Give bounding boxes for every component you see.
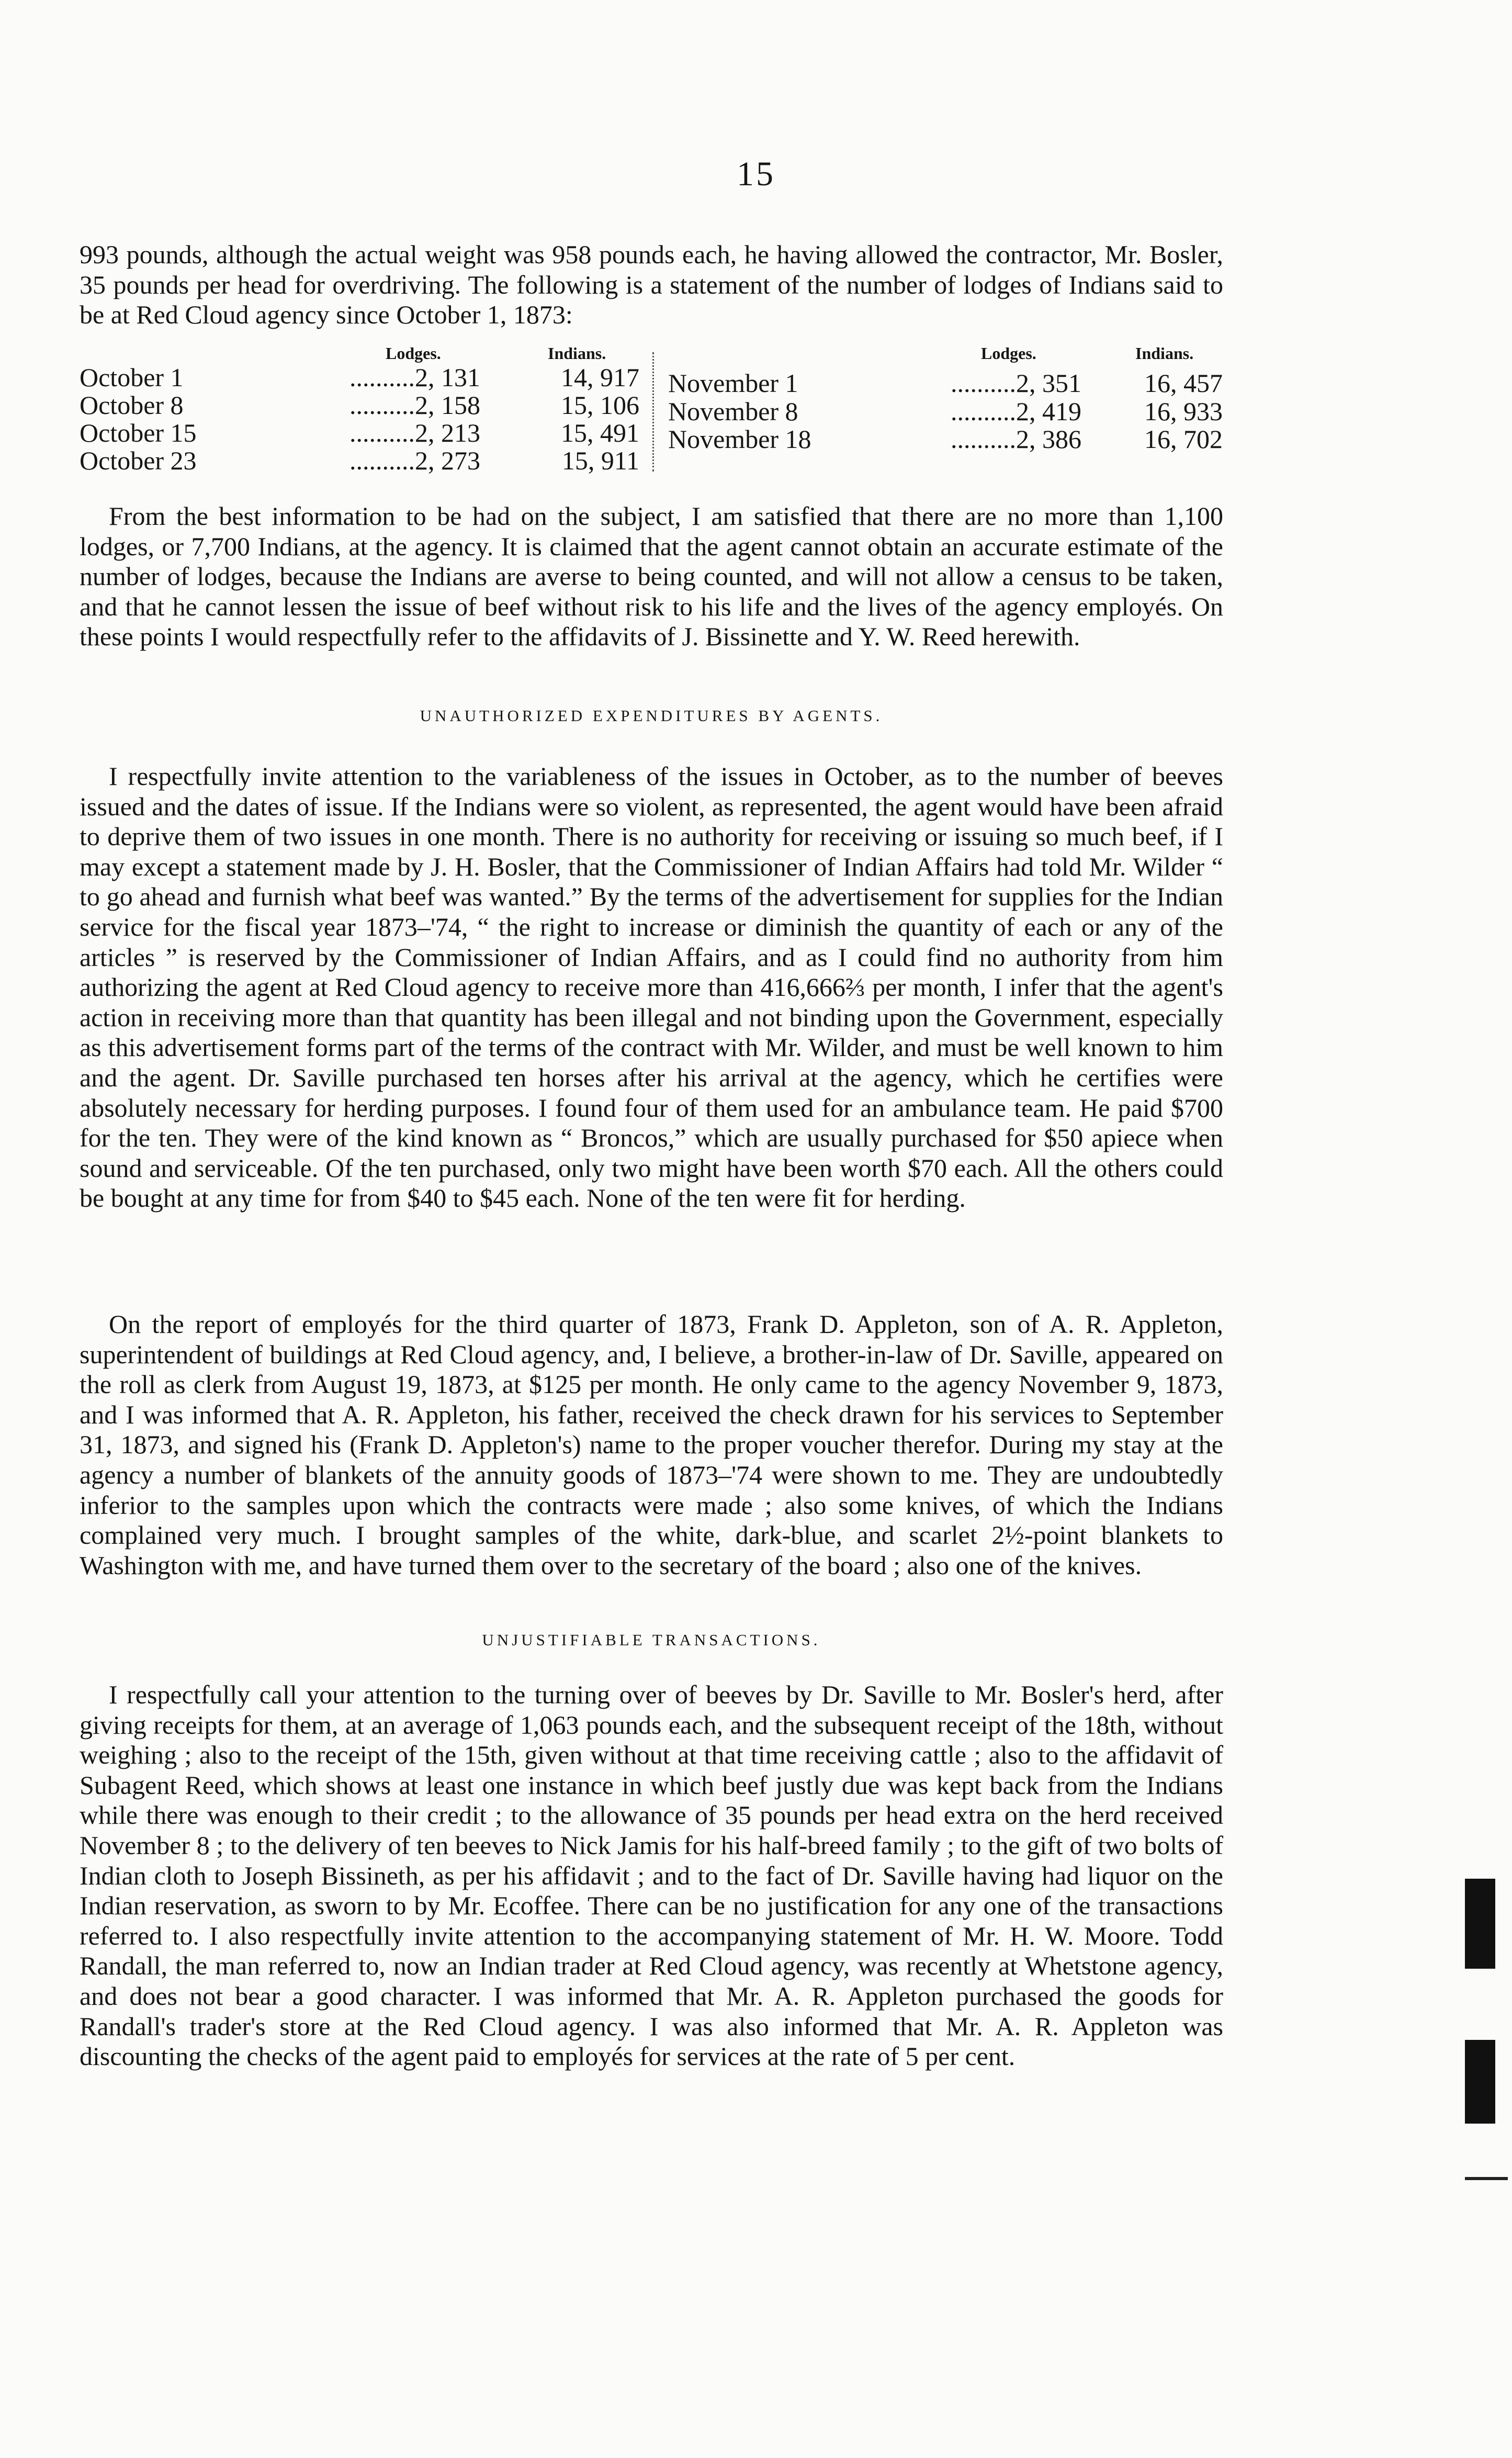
variableness-paragraph: I respectfully invite attention to the variableness of the issues in October, as to the number of beeves issued and the dates of issue. If the Indians were so violent, as represented, the agent would have been afraid to deprive them of two issues in one month. There is no authority for receiving or issuing so much beef, if I may except a statement made by J. H. Bosler, that the Commissioner of Indian Affairs had told Mr. Wilder “ to go ahead and furnish what beef was wanted.” By the terms of the advertisement for supplies for the Indian service for the fiscal year 1873–'74, “ the right to increase or diminish the quantity of each or any of the articles ” is reserved by the Commissioner of Indian Affairs, and as I could find no authority from him authorizing the agent at Red Cloud agency to receive more than 416,666⅔ per month, I infer that the agent's action in receiving more than that quantity has been illegal and not binding upon the Government, especially as this advertisement forms part of the terms of the contract with Mr. Wilder, and must be well known to him and the agent. Dr. Saville purchased ten horses after his arrival at the agency, which he certifies were absolutely necessary for herding purposes. I found four of them used for an ambulance team. He paid $700 for the ten. They were of the kind known as “ Broncos,” which are usually purchased for $50 apiece when sound and serviceable. Of the ten purchased, only two might have been worth $70 each. All the others could be bought at any time for from $40 to $45 each. None of the ten were fit for herding. bbox=[80, 761, 1223, 1213]
row-indians: 15, 911 bbox=[561, 446, 639, 475]
row-lodges: ..........2, 386 bbox=[951, 424, 1081, 454]
employes-paragraph: On the report of employés for the third quarter of 1873, Frank D. Appleton, son of A. R. Appleton, superintendent of buildings at Red Cloud agency, and, I believe, a brother-in-law of Dr. Saville, appeared on the roll as clerk from August 19, 1873, at $125 per month. He only came to the agency November 9, 1873, and I was informed that A. R. Appleton, his father, received the check drawn for his services to September 31, 1873, and signed his (Frank D. Appleton's) name to the proper voucher therefor. During my stay at the agency a number of blankets of the annuity goods of 1873–'74 were shown to me. They are undoubtedly inferior to the samples upon which the contracts were made ; also some knives, of which the Indians complained very much. I brought samples of the white, dark-blue, and scarlet 2½-point blankets to Washington with me, and have turned them over to the secretary of the board ; also one of the knives. bbox=[80, 1309, 1223, 1580]
row-indians: 16, 457 bbox=[1144, 368, 1223, 398]
row-date: November 8 bbox=[668, 397, 798, 426]
best-information-block bbox=[80, 501, 1223, 652]
scan-margin-bar-upper bbox=[1465, 1879, 1495, 1969]
table-column-divider bbox=[652, 352, 654, 472]
indians-header-right: Indians. bbox=[1135, 344, 1194, 363]
lodge-count-table bbox=[80, 344, 1223, 478]
section-heading-unjustifiable: UNJUSTIFIABLE TRANSACTIONS. bbox=[482, 1631, 821, 1649]
variableness-block bbox=[80, 761, 1223, 1214]
lodges-header-left: Lodges. bbox=[386, 344, 441, 363]
row-indians: 15, 491 bbox=[561, 418, 639, 447]
best-information-paragraph: From the best information to be had on the subject, I am satisfied that there are no more than 1,100 lodges, or 7,700 Indians, at the agency. It is claimed that the agent cannot obtain an accurate estimate of the number of lodges, because the Indians are averse to being counted, and will not allow a census to be taken, and that he cannot lessen the issue of beef without risk to his life and the lives of the agency employés. On these points I would respectfully refer to the affidavits of J. Bissinette and Y. W. Reed herewith. bbox=[80, 501, 1223, 652]
unjustifiable-heading-block bbox=[80, 1632, 1223, 1648]
row-lodges: ..........2, 351 bbox=[951, 368, 1081, 398]
row-date: November 18 bbox=[668, 424, 811, 454]
intro-paragraph: 993 pounds, although the actual weight was 958 pounds each, he having allowed the contractor, Mr. Bosler, 35 pounds per head for overdriving. The following is a statement of the number of lodges of Indians said to be at Red Cloud agency since October 1, 1873: bbox=[80, 240, 1223, 330]
intro-paragraph-block bbox=[80, 240, 1223, 330]
page-number: 15 bbox=[737, 155, 775, 193]
row-lodges: ..........2, 158 bbox=[349, 390, 480, 420]
row-indians: 16, 933 bbox=[1144, 397, 1223, 426]
row-lodges: ..........2, 419 bbox=[951, 397, 1081, 426]
scan-margin-tick bbox=[1465, 2177, 1508, 2180]
scan-margin-bar-lower bbox=[1465, 2040, 1495, 2124]
row-indians: 14, 917 bbox=[561, 363, 639, 392]
row-date: October 8 bbox=[80, 390, 184, 420]
row-date: October 15 bbox=[80, 418, 197, 447]
row-date: November 1 bbox=[668, 368, 798, 398]
lodges-header-right: Lodges. bbox=[981, 344, 1036, 363]
beeves-block bbox=[80, 1680, 1223, 2072]
row-date: October 23 bbox=[80, 446, 197, 475]
indians-header-left: Indians. bbox=[548, 344, 606, 363]
employes-block bbox=[80, 1309, 1223, 1580]
row-lodges: ..........2, 273 bbox=[349, 446, 480, 475]
row-indians: 16, 702 bbox=[1144, 424, 1223, 454]
row-lodges: ..........2, 131 bbox=[349, 363, 480, 392]
beeves-paragraph: I respectfully call your attention to the turning over of beeves by Dr. Saville to Mr. Bosler's herd, after giving receipts for them, at an average of 1,063 pounds each, and the subsequent receipt of the 18th, without weighing ; also to the receipt of the 15th, given without at that time receiving cattle ; also to the affidavit of Subagent Reed, which shows at least one instance in which beef justly due was kept back from the Indians while there was enough to their credit ; to the allowance of 35 pounds per head extra on the herd received November 8 ; to the delivery of ten beeves to Nick Jamis for his half-breed family ; to the gift of two bolts of Indian cloth to Joseph Bissineth, as per his affidavit ; and to the fact of Dr. Saville having had liquor on the Indian reservation, as sworn to by Mr. Ecoffee. There can be no justification for any one of the transactions referred to. I also respectfully invite attention to the accompanying statement of Mr. H. W. Moore. Todd Randall, the man referred to, now an Indian trader at Red Cloud agency, was recently at Whetstone agency, and does not bear a good character. I was informed that Mr. A. R. Appleton purchased the goods for Randall's trader's store at the Red Cloud agency. I was also informed that Mr. A. R. Appleton was discounting the checks of the agent paid to employés for services at the rate of 5 per cent. bbox=[80, 1680, 1223, 2071]
section-heading-unauthorized: UNAUTHORIZED EXPENDITURES BY AGENTS. bbox=[420, 706, 883, 725]
row-lodges: ..........2, 213 bbox=[349, 418, 480, 447]
row-date: October 1 bbox=[80, 363, 184, 392]
unauthorized-heading-block bbox=[80, 708, 1223, 724]
row-indians: 15, 106 bbox=[561, 390, 639, 420]
